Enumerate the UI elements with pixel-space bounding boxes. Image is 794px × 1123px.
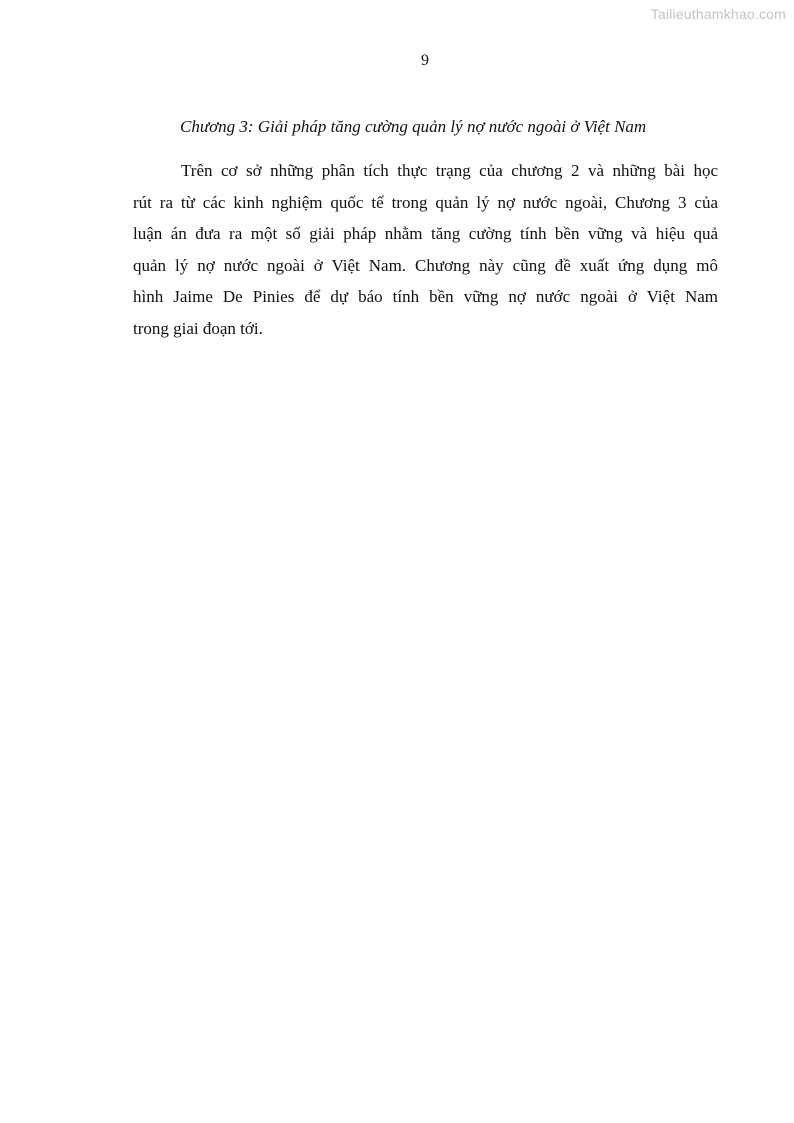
body-paragraph — [133, 155, 718, 344]
watermark: Tailieuthamkhao.com — [650, 6, 786, 22]
paragraph-line: hình Jaime De Pinies để dự báo tính bền vững nợ nước ngoài ở Việt Nam — [133, 287, 718, 306]
paragraph-line: trong giai đoạn tới. — [133, 318, 263, 338]
paragraph-line: luận án đưa ra một số giải pháp nhằm tăng cường tính bền vững và hiệu quả — [133, 224, 718, 243]
paragraph-line: Trên cơ sở những phân tích thực trạng của chương 2 và những bài học — [181, 161, 718, 180]
chapter-heading: Chương 3: Giải pháp tăng cường quản lý nợ nước ngoài ở Việt Nam — [180, 117, 647, 136]
paragraph-line: quản lý nợ nước ngoài ở Việt Nam. Chương này cũng đề xuất ứng dụng mô — [133, 255, 718, 275]
page-number: 9 — [421, 52, 429, 69]
paragraph-line: rút ra từ các kinh nghiệm quốc tế trong quản lý nợ nước ngoài, Chương 3 của — [133, 192, 718, 212]
